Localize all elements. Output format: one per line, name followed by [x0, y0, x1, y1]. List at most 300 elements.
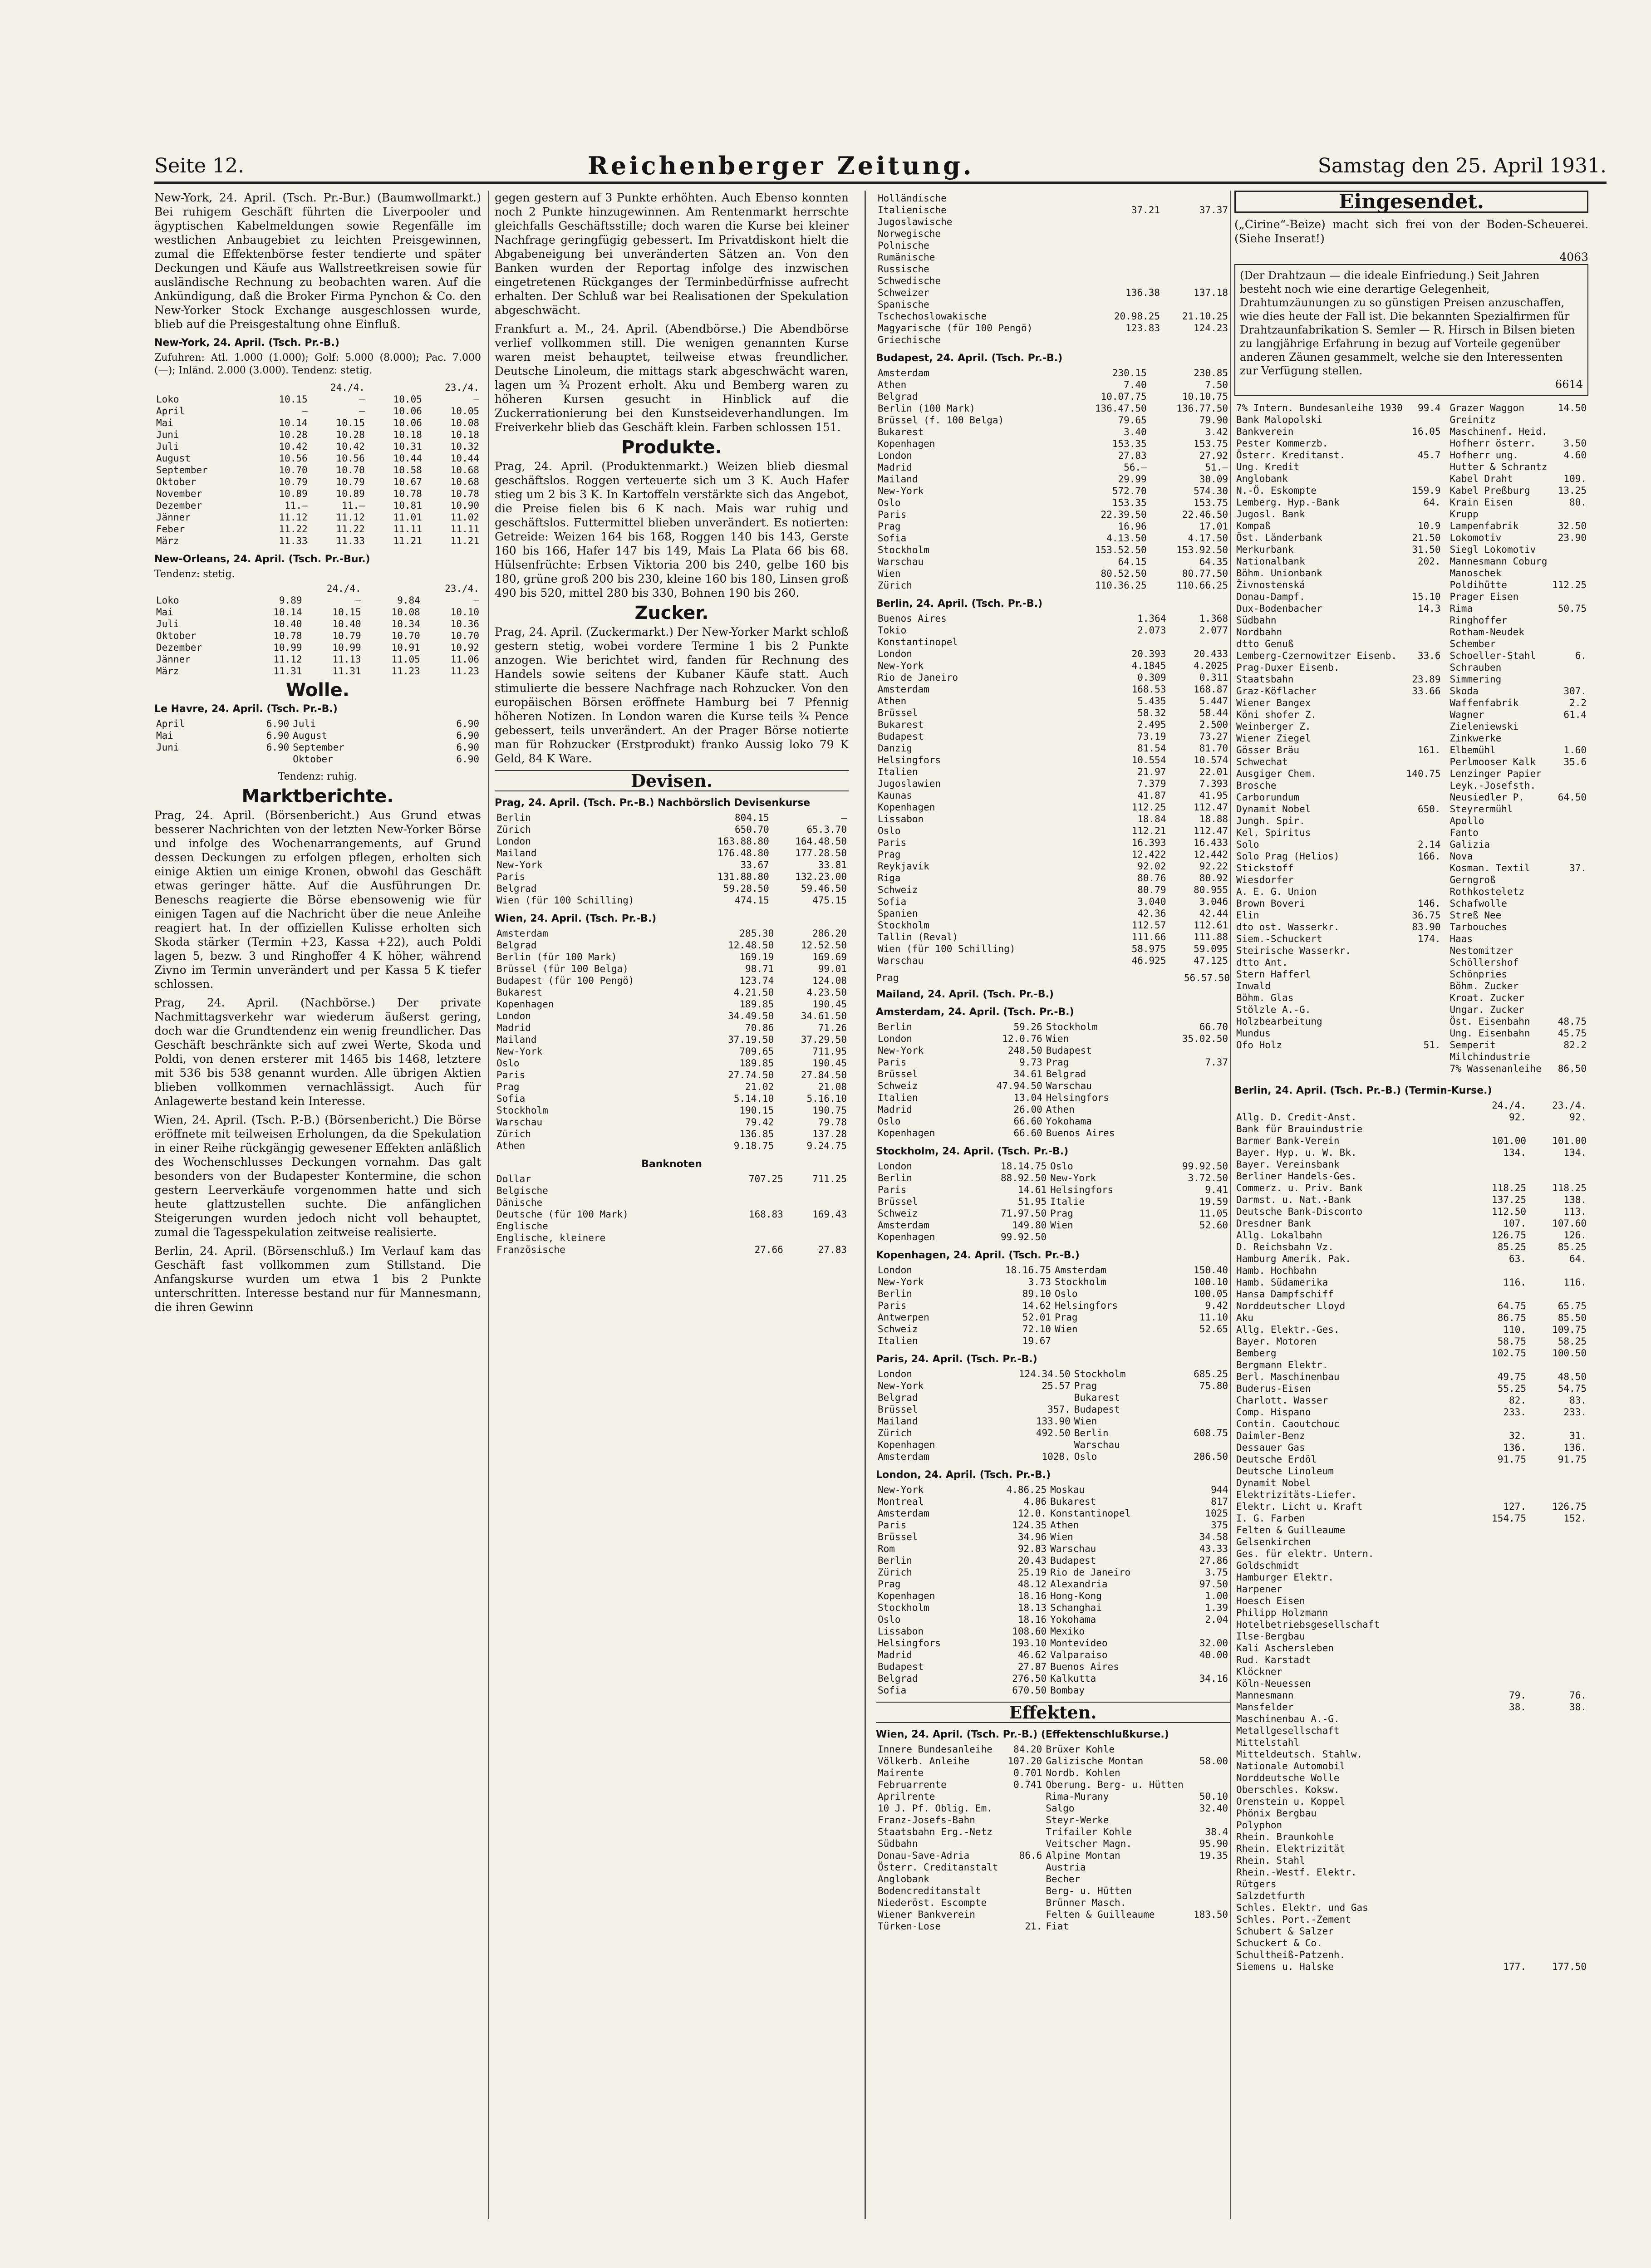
row-value	[1405, 721, 1443, 732]
row-label: Mansfelder	[1236, 1702, 1294, 1713]
row-label: Zürich	[496, 1129, 531, 1139]
row-value	[1550, 732, 1588, 744]
row-value: 101.00	[1552, 1135, 1587, 1146]
row-value	[1405, 874, 1443, 886]
table-row	[876, 1276, 1230, 1288]
section-heading-wolle: Wolle.	[286, 680, 349, 701]
article-prag-nachboerse: Prag, 24. April. (Nachbörse.) Der private Nachmittagsverkehr war wiederum äußerst gering, doch war die Grundtendenz ein wenig freundlicher. Das Geschäft beschränkte sich auf zwei Werte, Skoda und Poldi, von denen ersterer mit 1465 bis 1468, letztere mit 536 bis 538 genannt wurden. Alle übrigen Aktien blieben vollkommen vernachlässigt. Auch für Anlagewerte bestand kein Interesse.	[154, 996, 481, 1108]
table-row	[1448, 803, 1588, 815]
row-label: Yokohama	[1046, 1116, 1092, 1127]
table-row	[1234, 1288, 1588, 1300]
row-label: Sofia	[496, 1093, 526, 1104]
row-label: Spanische	[878, 299, 929, 310]
table-row	[495, 835, 849, 847]
table-row	[1234, 850, 1443, 862]
row-value: 92.	[1569, 1112, 1587, 1123]
table-row	[876, 1068, 1230, 1080]
row-label: Stockholm	[1046, 1021, 1098, 1032]
row-value: 99.92.50	[1182, 1161, 1228, 1172]
table-row	[876, 1045, 1230, 1056]
row-value: 19.67	[1022, 1335, 1051, 1346]
table-row	[876, 1885, 1230, 1897]
column-header: 24./4.	[326, 583, 361, 594]
table-row	[876, 1368, 1230, 1380]
row-value: 10.9	[1417, 520, 1441, 531]
row-label: Helsingfors	[1050, 1184, 1114, 1195]
table-row	[1234, 721, 1443, 732]
row-value	[1405, 862, 1443, 874]
row-value: 233.	[1503, 1407, 1526, 1418]
row-label: Belgrad	[496, 883, 537, 894]
table-row	[1234, 567, 1443, 579]
row-value	[1528, 1359, 1588, 1371]
row-label: Nordbahn	[1236, 627, 1282, 638]
row-value	[1155, 1115, 1230, 1127]
row-value: 30.09	[1199, 474, 1228, 485]
row-label: Südbahn	[878, 1838, 918, 1849]
row-label: Solo Prag (Helios)	[1236, 851, 1340, 862]
row-value	[1190, 1885, 1230, 1897]
table-row	[876, 461, 1230, 473]
effekten-table	[876, 1743, 1230, 1932]
row-label: Nova	[1450, 851, 1473, 862]
row-label: Oktober	[156, 476, 197, 487]
row-value: 154.75	[1492, 1513, 1526, 1524]
row-value: 84.20	[1013, 1744, 1042, 1755]
row-label: Nordb. Kohlen	[1046, 1767, 1120, 1778]
row-value	[1190, 1873, 1230, 1885]
berlin-devisen-table	[876, 613, 1230, 967]
row-value: 124.08	[812, 975, 847, 986]
row-value: 1.39	[1205, 1602, 1228, 1613]
table-row	[876, 672, 1230, 683]
row-label: Schweiz	[878, 1324, 918, 1335]
table-row	[495, 1232, 849, 1244]
table-row	[1448, 1051, 1588, 1063]
row-value: 7.50	[1205, 379, 1228, 390]
row-value	[1190, 1897, 1230, 1909]
row-label: New-York	[1050, 1173, 1096, 1183]
table-row	[1234, 1949, 1588, 1961]
row-value: 608.75	[1194, 1428, 1228, 1438]
table-row	[876, 1231, 1230, 1243]
row-value: —	[355, 595, 361, 606]
row-value	[1004, 1861, 1044, 1873]
row-label: Ofo Holz	[1236, 1040, 1282, 1051]
table-row	[1234, 1890, 1588, 1902]
table-row	[1448, 827, 1588, 839]
row-value: 138.	[1563, 1194, 1587, 1205]
table-row	[876, 825, 1230, 837]
row-label: Tallin (Reval)	[878, 932, 958, 943]
row-label: Anglobank	[878, 1874, 929, 1885]
row-label: Berlin	[496, 812, 531, 823]
table-row	[876, 509, 1230, 520]
row-value	[1528, 1571, 1588, 1583]
row-value: 34.16	[1199, 1673, 1228, 1684]
row-label: Galizia	[1450, 839, 1490, 850]
table-row	[1448, 780, 1588, 791]
row-value: 41.87	[1137, 790, 1166, 801]
table-row	[876, 1219, 1230, 1231]
row-label: Kopenhagen	[496, 999, 554, 1010]
table-row	[495, 883, 849, 894]
row-value	[1528, 1748, 1588, 1760]
row-label: Leyk.-Josefsth.	[1450, 780, 1536, 791]
table-row	[154, 718, 481, 730]
row-value: 65.3.70	[806, 824, 847, 835]
row-value: 59.46.50	[801, 883, 847, 894]
row-label: Bukarest	[878, 427, 924, 437]
banknoten-continued-table	[876, 192, 1230, 346]
row-value: 36.75	[1412, 910, 1441, 921]
row-label: Montreal	[878, 1496, 924, 1507]
row-label: Apollo	[1450, 815, 1484, 826]
row-label: September	[156, 465, 208, 476]
row-value: 123.83	[1125, 323, 1160, 334]
table-row	[876, 1033, 1230, 1045]
row-label: Schultheiß-Patzenh.	[1236, 1949, 1346, 1960]
row-value: 11.10	[1199, 1312, 1228, 1323]
row-label: Rima-Murany	[1046, 1791, 1109, 1802]
row-value: 35.6	[1563, 756, 1587, 767]
row-value	[1405, 697, 1443, 709]
row-value: 153.92.50	[1176, 545, 1228, 555]
row-label: Elektr. Licht u. Kraft	[1236, 1501, 1363, 1512]
row-value: 159.9	[1412, 485, 1441, 496]
row-label: Hamb. Hochbahn	[1236, 1265, 1317, 1276]
row-label	[1053, 1335, 1165, 1347]
row-label: Deutsche (für 100 Mark)	[496, 1209, 629, 1220]
row-label: A. E. G. Union	[1236, 886, 1317, 897]
table-row	[876, 849, 1230, 860]
row-label: Kali Aschersleben	[1236, 1643, 1334, 1654]
row-label: Prag	[878, 1579, 901, 1590]
row-value: 22.46.50	[1182, 509, 1228, 520]
row-value: 112.47	[1194, 802, 1228, 813]
row-label: Schweiz	[878, 884, 918, 895]
row-label: Berlin	[878, 1021, 912, 1032]
row-label: Manoschek	[1450, 568, 1502, 579]
table-row	[876, 754, 1230, 766]
row-value	[1468, 1878, 1528, 1890]
row-value: 153.75	[1194, 497, 1228, 508]
row-label: Felten & Guilleaume	[1236, 1525, 1346, 1536]
row-value: 6.90	[266, 742, 290, 753]
row-value	[1468, 1855, 1528, 1866]
table-row	[876, 473, 1230, 485]
row-value: 190.45	[812, 999, 847, 1010]
row-label: dtto Genuß	[1236, 638, 1294, 649]
row-label: Holländische	[878, 193, 947, 204]
row-value: 113.	[1563, 1206, 1587, 1217]
row-label: Maschinenf. Heid.	[1450, 426, 1548, 437]
row-value	[1528, 1536, 1588, 1548]
table-row	[1234, 1477, 1588, 1489]
table-row	[1448, 744, 1588, 756]
table-row	[1234, 1147, 1588, 1159]
row-value: 58.75	[1497, 1336, 1526, 1347]
row-value	[1528, 1607, 1588, 1619]
table-row	[154, 535, 481, 547]
row-value: 109.75	[1552, 1324, 1587, 1335]
row-value: 112.57	[1131, 920, 1166, 931]
row-value: 150.40	[1194, 1265, 1228, 1276]
table-row	[876, 1684, 1230, 1696]
column-2	[495, 191, 849, 2219]
row-label: Oslo	[878, 1116, 901, 1127]
row-label: Brüssel	[878, 1532, 918, 1542]
row-label: Stockholm	[878, 920, 929, 931]
table-row	[876, 872, 1230, 884]
row-value	[1528, 1937, 1588, 1949]
row-label: Kopenhagen	[878, 802, 935, 813]
table-row	[1448, 402, 1588, 414]
row-label: Helsingfors	[878, 755, 941, 766]
row-label: Moskau	[1050, 1484, 1085, 1495]
row-label: Südbahn	[1236, 615, 1277, 626]
table-row	[876, 1791, 1230, 1802]
row-value	[1106, 636, 1168, 648]
row-label: Dux-Bodenbacher	[1236, 603, 1322, 614]
row-value	[1155, 1127, 1230, 1139]
row-value	[1550, 662, 1588, 673]
table-row	[1448, 638, 1588, 650]
row-value	[1094, 216, 1162, 228]
row-label: Kabel Preßburg	[1450, 485, 1530, 496]
row-label: Schoeller-Stahl	[1450, 650, 1536, 661]
row-label: Carborundum	[1236, 792, 1300, 803]
row-value: 58.975	[1131, 943, 1166, 954]
row-label: Weinberger Z.	[1236, 721, 1311, 732]
row-value: 10.42	[336, 441, 365, 452]
row-label: Prag-Duxer Eisenb.	[1236, 662, 1340, 673]
row-value	[1528, 1159, 1588, 1170]
masthead	[154, 150, 1607, 184]
row-label: April	[156, 406, 185, 417]
row-label: Innere Bundesanleihe	[878, 1744, 993, 1755]
table-row	[876, 660, 1230, 672]
row-value	[1550, 780, 1588, 791]
table-row	[1234, 1807, 1588, 1819]
table-row	[876, 1838, 1230, 1850]
row-value: —	[473, 595, 479, 606]
column-3	[876, 191, 1230, 2219]
row-label: November	[156, 488, 202, 499]
table-row	[1448, 414, 1588, 426]
row-value	[1468, 1819, 1528, 1831]
row-value: 14.50	[1558, 403, 1587, 413]
row-value: 149.80	[1012, 1220, 1047, 1231]
row-label: Bayer. Motoren	[1236, 1336, 1317, 1347]
row-value	[1162, 228, 1230, 240]
row-value	[1405, 473, 1443, 485]
row-value: 66.60	[1013, 1116, 1042, 1127]
table-row	[1234, 1418, 1588, 1430]
row-label: Neusiedler P.	[1450, 792, 1524, 803]
row-value	[1468, 1560, 1528, 1571]
row-value: 10.56	[279, 453, 308, 464]
row-label: Austria	[1046, 1862, 1086, 1873]
row-value: 2.14	[1417, 839, 1441, 850]
row-value	[1179, 1684, 1230, 1696]
row-value: 52.01	[1022, 1312, 1051, 1323]
table-row	[1234, 1701, 1588, 1713]
row-value: 66.70	[1199, 1021, 1228, 1032]
row-value: 0.701	[1013, 1767, 1042, 1778]
row-value: 59.26	[1013, 1021, 1042, 1032]
table-row	[1234, 1406, 1588, 1418]
row-label: Gösser Bräu	[1236, 745, 1300, 756]
row-value: 1.364	[1137, 613, 1166, 624]
row-value: 112.21	[1131, 825, 1166, 836]
row-label: Böhm. Zucker	[1450, 981, 1519, 992]
row-value: 193.10	[1012, 1638, 1047, 1649]
row-value	[1405, 827, 1443, 839]
row-value: 12.0.	[1017, 1508, 1047, 1519]
row-label: Siegl Lokomotiv	[1450, 544, 1536, 555]
row-value: 11.22	[336, 524, 365, 535]
table-row	[876, 636, 1230, 648]
row-label: Prag	[878, 521, 901, 532]
row-label: Polyphon	[1236, 1820, 1282, 1831]
row-value: 10.06	[393, 406, 422, 417]
row-label: Bukarest	[1050, 1496, 1096, 1507]
row-label: Streß Nee	[1450, 910, 1502, 921]
row-value: 41.95	[1199, 790, 1228, 801]
table-row	[1448, 532, 1588, 544]
table-row	[1448, 815, 1588, 827]
row-value: 6.90	[266, 718, 290, 729]
row-value: 6.90	[456, 754, 479, 765]
row-label: 7% Intern. Bundesanleihe 1930	[1236, 403, 1403, 413]
row-value: 80.	[1569, 497, 1587, 508]
row-label: Bombay	[1050, 1685, 1085, 1696]
row-value: 108.60	[1012, 1626, 1047, 1637]
row-value: 23.90	[1558, 532, 1587, 543]
row-value: 11.—	[342, 500, 365, 511]
table-row	[1234, 909, 1443, 921]
row-value	[785, 1185, 849, 1197]
row-label: Paris	[878, 1057, 907, 1068]
table-row	[876, 544, 1230, 556]
row-value: 18.88	[1199, 814, 1228, 825]
row-value	[1550, 992, 1588, 1004]
row-label: Staatsbahn Erg.-Netz	[878, 1826, 993, 1837]
row-label: Warschau	[878, 556, 924, 567]
table-row	[876, 1614, 1230, 1625]
table-row	[1234, 449, 1443, 461]
row-value	[1155, 1068, 1230, 1080]
article-prag-zucker: Prag, 24. April. (Zuckermarkt.) Der New-Yorker Markt schloß gestern stetig, wobei vordere Termine 1 bis 2 Punkte anzogen. Wie berichtet wird, fanden für Rechnung des Handels sowie seitens der Kubaner Käufe statt. Auch stimulierte die bessere Nachfrage nach Rohzucker. Von den europäischen Börsen eröffnete Hamburg bei 7 Pfennig höheren Notizen. In London waren die Kurse teils ¾ Pence gebessert, teils unverändert. An der Prager Börse notierte man für Rohzucker (Erstprodukt) franko Aussig loko 79 K Geld, 84 K Ware.	[495, 625, 849, 765]
row-value	[1094, 299, 1162, 310]
row-label: Amsterdam	[878, 1220, 929, 1231]
row-value: 4.23.50	[806, 987, 847, 998]
table-row	[495, 1116, 849, 1128]
row-value: 11.33	[336, 535, 365, 546]
row-label: Mai	[156, 417, 173, 428]
table-row	[1234, 1678, 1588, 1689]
row-value: 132.23.00	[795, 871, 847, 882]
table-row	[1234, 1217, 1588, 1229]
table-row	[876, 813, 1230, 825]
row-value	[1468, 1418, 1528, 1430]
row-value: 137.28	[812, 1129, 847, 1139]
row-value	[1528, 1418, 1588, 1430]
row-value: 81.70	[1199, 743, 1228, 754]
row-label: Tarbouches	[1450, 922, 1507, 933]
row-value	[1528, 1489, 1588, 1501]
row-value: 13.25	[1558, 485, 1587, 496]
row-value: 670.50	[1012, 1685, 1047, 1696]
row-value: 5.447	[1199, 696, 1228, 707]
table-row	[1234, 815, 1443, 827]
row-value: 47.125	[1194, 955, 1228, 966]
row-value: 7.393	[1199, 778, 1228, 789]
table-row	[1234, 1004, 1443, 1016]
table-row	[495, 1105, 849, 1116]
row-label: Rima	[1450, 603, 1473, 614]
row-value: 169.43	[812, 1209, 847, 1220]
row-value: 51.—	[1205, 462, 1228, 473]
row-label: Jugosl. Bank	[1236, 509, 1305, 520]
table-row	[1234, 1571, 1588, 1583]
row-value	[1528, 1925, 1588, 1937]
table-row	[1448, 909, 1588, 921]
row-value: 10.14	[279, 417, 308, 428]
row-value: 10.15	[336, 417, 365, 428]
row-value: 10.99	[273, 642, 302, 653]
row-value	[1528, 1595, 1588, 1607]
row-value: 80.52.50	[1101, 568, 1147, 579]
row-value: 492.50	[1036, 1428, 1071, 1438]
table-row	[495, 1244, 849, 1256]
row-value: 10.08	[391, 607, 420, 618]
table-row	[1234, 957, 1443, 968]
row-value	[979, 1439, 1072, 1451]
row-value: 11.13	[332, 654, 361, 665]
row-label: Belgrad	[878, 1673, 918, 1684]
table-row	[876, 1578, 1230, 1590]
row-value: 110.36.25	[1095, 580, 1147, 591]
row-value	[1094, 192, 1162, 204]
row-label: Deutsche Bank-Disconto	[1236, 1206, 1363, 1217]
table-row	[1234, 874, 1443, 886]
row-value: 10.07.75	[1101, 391, 1147, 402]
row-label: Prag	[1050, 1208, 1073, 1219]
row-value	[1528, 1737, 1588, 1748]
row-value: 48.75	[1558, 1016, 1587, 1027]
row-label: Schweiz	[878, 1208, 918, 1219]
table-row	[876, 275, 1230, 287]
row-value: 107.	[1503, 1218, 1526, 1229]
row-label: Stockholm	[1074, 1369, 1126, 1379]
row-label: Budapest (für 100 Pengö)	[496, 975, 634, 986]
row-value: 70.86	[745, 1022, 774, 1033]
article-frankfurt: Frankfurt a. M., 24. April. (Abendbörse.) Die Abendbörse verlief vollkommen still. Die wenigen genannten Kurse waren meist behauptet, teilweise etwas freundlicher. Deutsche Linoleum, die mittags stark abgeschwächt waren, lagen um ¾ Prozent erholt. Aku und Bemberg waren zu höheren Kursen gesucht in Hinblick auf die Zuckerrationierung bei den Kunstseideverhandlungen. Im Freiverkehr blieb das Geschäft klein. Farben schlossen 151.	[495, 322, 849, 434]
table-row	[1448, 591, 1588, 603]
paris-heading: Paris, 24. April. (Tsch. Pr.-B.)	[876, 1354, 1037, 1365]
table-row	[876, 1637, 1230, 1649]
row-label: Loko	[156, 595, 179, 606]
row-label: März	[156, 666, 179, 677]
row-value	[1550, 591, 1588, 603]
row-value	[1168, 636, 1230, 648]
table-row	[1234, 1359, 1588, 1371]
row-label: Budapest	[1074, 1404, 1120, 1415]
row-value: 10.58	[393, 465, 422, 476]
row-value: 37.37	[1199, 205, 1228, 216]
